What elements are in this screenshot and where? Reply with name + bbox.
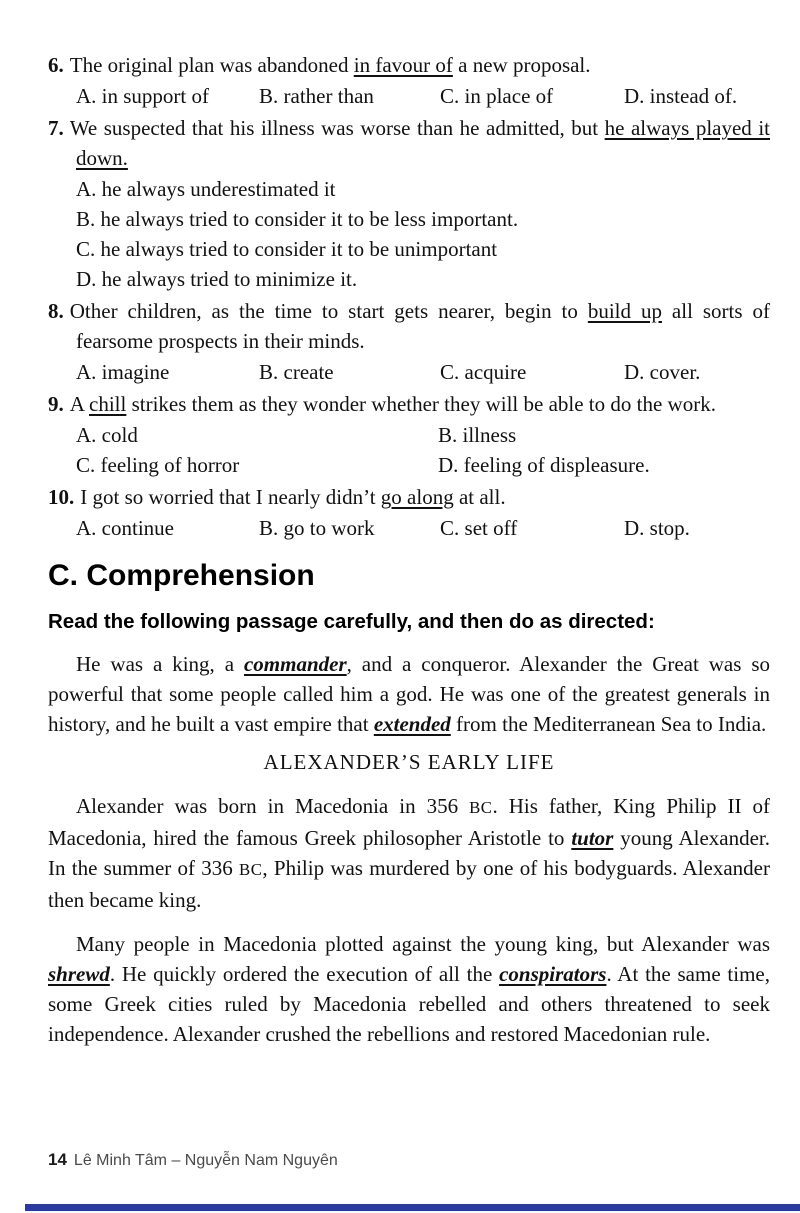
question-stem: [48, 389, 770, 419]
question-stem-text: [70, 53, 591, 77]
answer-option-c: C. acquire: [440, 360, 527, 384]
answer-option-b: B. go to work: [259, 516, 375, 540]
options-row: [76, 357, 770, 387]
text-segment: The original plan was abandoned: [69, 53, 354, 77]
options-grid: [76, 420, 770, 480]
text-segment: A: [69, 392, 90, 416]
text-segment: strikes them as they wonder whether they will be able to do the work.: [126, 392, 716, 416]
underlined-phrase: commander: [243, 652, 347, 676]
question-number: 9.: [48, 392, 64, 416]
bottom-accent-bar: [25, 1204, 800, 1211]
question-stem-text: [70, 299, 770, 353]
text-segment: We suspected that his illness was worse than he admitted, but: [69, 116, 605, 140]
underlined-phrase: go along: [380, 485, 454, 509]
underlined-phrase: extended: [373, 712, 451, 736]
question-number: 6.: [48, 53, 64, 77]
underlined-phrase: tutor: [571, 826, 614, 850]
underlined-phrase: in favour of: [353, 53, 453, 77]
underlined-phrase: chill: [89, 392, 127, 416]
question-6: [48, 50, 770, 111]
question-stem-text: [80, 485, 505, 509]
question-number: 8.: [48, 299, 64, 323]
text-segment: a new proposal.: [452, 53, 591, 77]
question-number: 10.: [48, 485, 75, 509]
passage-paragraph-3: [48, 929, 770, 1049]
question-stem-text: [70, 392, 716, 416]
underlined-phrase: build up: [587, 299, 662, 323]
answer-option-d: D. instead of.: [624, 84, 738, 108]
footer-authors: Lê Minh Tâm – Nguyễn Nam Nguyên: [73, 1152, 338, 1169]
options-list: [76, 174, 770, 294]
options-row: [76, 81, 770, 111]
question-9: [48, 389, 770, 480]
answer-option-c: C. feeling of horror: [76, 453, 240, 477]
question-number: 7.: [48, 116, 64, 140]
answer-option-b: B. create: [259, 360, 334, 384]
question-stem: [48, 482, 770, 512]
answer-option-c: C. in place of: [440, 84, 554, 108]
text-segment: at all.: [453, 485, 506, 509]
question-7: [48, 113, 770, 294]
question-stem: [48, 50, 770, 80]
passage-paragraph-2: [48, 791, 770, 915]
answer-option-d: D. feeling of displeasure.: [438, 453, 650, 477]
answer-option-d: D. stop.: [624, 516, 690, 540]
underlined-phrase: shrewd: [48, 962, 110, 986]
question-stem: [48, 113, 770, 173]
page-footer: [48, 1150, 338, 1171]
question-stem: [48, 296, 770, 356]
text-segment: BC: [469, 798, 493, 817]
text-segment: all sorts of fearsome prospects in their minds.: [76, 299, 771, 353]
answer-option-d: D. cover.: [624, 360, 701, 384]
page-number: 14: [48, 1150, 67, 1169]
text-segment: BC: [239, 860, 263, 879]
answer-option-d: D. he always tried to minimize it.: [76, 267, 358, 291]
text-segment: . At the same time, some Greek cities ruled by Macedonia rebelled and others threatened to seek independence. Alexander crushed the rebellions and restored Macedonian rule.: [48, 962, 770, 1046]
passage-paragraph-1: [48, 649, 770, 739]
question-8: [48, 296, 770, 387]
text-segment: young Alexander. In the summer of 336: [48, 826, 770, 880]
text-segment: Other children, as the time to start gets nearer, begin to: [69, 299, 588, 323]
underlined-phrase: conspirators: [499, 962, 607, 986]
text-segment: He was a king, a: [76, 652, 244, 676]
text-segment: I got so worried that I nearly didn’t: [80, 485, 381, 509]
text-segment: Alexander was born in Macedonia in 356: [76, 794, 470, 818]
answer-option-b: B. he always tried to consider it to be less important.: [76, 207, 519, 231]
text-segment: , Philip was murdered by one of his bodyguards. Alexander then became king.: [48, 856, 770, 912]
text-segment: , and a conqueror. Alexander the Great was so powerful that some people called him a god. He was one of the greatest generals in history, and he built a vast empire that: [48, 652, 771, 736]
text-segment: . He quickly ordered the execution of all the: [109, 962, 500, 986]
question-stem-text: [70, 116, 770, 170]
answer-option-a: A. in support of: [76, 84, 209, 108]
instruction-heading: Read the following passage carefully, and then do as directed:: [48, 610, 655, 633]
question-10: [48, 482, 770, 543]
answer-option-a: A. cold: [76, 423, 138, 447]
passage-heading: ALEXANDER’S EARLY LIFE: [263, 750, 555, 774]
underlined-phrase: he always played it down.: [76, 116, 770, 170]
text-segment: from the Mediterranean Sea to India.: [450, 712, 767, 736]
answer-option-a: A. continue: [76, 516, 174, 540]
answer-option-c: C. he always tried to consider it to be unimportant: [76, 237, 498, 261]
answer-option-a: A. imagine: [76, 360, 170, 384]
answer-option-c: C. set off: [440, 516, 518, 540]
answer-option-b: B. rather than: [259, 84, 374, 108]
section-title: C. Comprehension: [48, 559, 315, 592]
text-segment: . His father, King Philip II of Macedonia, hired the famous Greek philosopher Aristotle to: [48, 794, 770, 850]
text-segment: Many people in Macedonia plotted against the young king, but Alexander was: [76, 932, 770, 956]
answer-option-b: B. illness: [438, 423, 517, 447]
options-row: [76, 513, 770, 543]
answer-option-a: A. he always underestimated it: [76, 177, 336, 201]
